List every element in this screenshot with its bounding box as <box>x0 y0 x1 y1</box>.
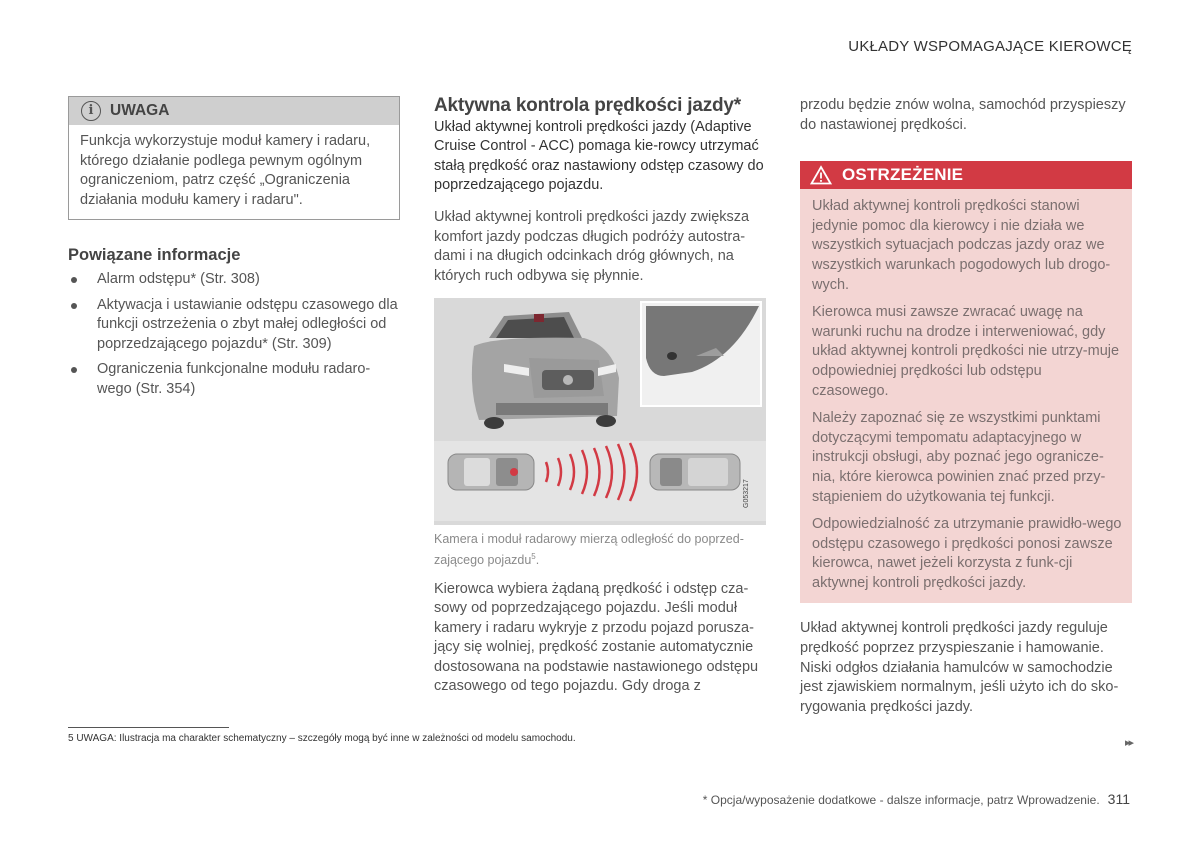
related-info-title: Powiązane informacje <box>68 246 241 265</box>
note-box <box>68 96 400 220</box>
warning-paragraph-3: Odpowiedzialność za utrzymanie prawidło-wego odstępu czasowego i prędkości ponosi zawsze kierowca, nawet jeżeli korzysta z funk-cji aktywnej kontroli prędkości jazdy. <box>812 516 1122 591</box>
lead-car-topview <box>650 454 740 490</box>
related-info-list <box>68 270 400 400</box>
warning-box <box>800 161 1132 603</box>
body-paragraph-3: Układ aktywnej kontroli prędkości jazdy reguluje prędkość poprzez przyspieszanie i hamowanie. Niski odgłos działania hamulców w samochodzie jest zjawiskiem normalnym, jeśli użyto ich do sko-rygowania prędkości jazdy. <box>800 620 1119 715</box>
related-link-1[interactable]: Aktywacja i ustawianie odstępu czasowego dla funkcji ostrzeżenia o zbyt małej odległości od poprzedzającego pojazdu* (Str. 309) <box>68 296 400 355</box>
note-text: Funkcja wykorzystuje moduł kamery i radaru, którego działanie podlega pewnym ogólnym ograniczeniom, patrz część „Ograniczenia działania modułu kamery i radaru". <box>80 133 371 208</box>
warning-title: OSTRZEŻENIE <box>842 165 964 185</box>
body-paragraph-2: Kierowca wybiera żądaną prędkość i odstęp cza-sowy od poprzedzającego pojazdu. Jeśli moduł kamery i radaru wykryje z przodu pojazd porusza-jący się wolniej, prędkość zostanie automatycznie dostosowana na podstawie nastawionego odstępu czasowego od tego pojazdu. Gdy droga z <box>434 580 759 695</box>
warning-paragraph-2: Należy zapoznać się ze wszystkimi punktami dotyczącymi tempomatu adaptacyjnego w instrukcji obsługi, aby poznać jego ogranicze-nia, które kierowca powinien znać przed przy-stąpieniem do użytkowania tej funkcji. <box>812 410 1106 505</box>
acc-illustration-svg <box>434 298 766 525</box>
page-number: 311 <box>1107 791 1130 807</box>
warning-triangle-icon <box>810 165 832 185</box>
own-car-topview <box>448 454 534 490</box>
note-header <box>69 97 399 125</box>
camera-detail-inset <box>641 302 761 406</box>
warning-paragraph-1: Kierowca musi zawsze zwracać uwagę na warunki ruchu na drodze i interweniować, gdy układ aktywnej kontroli prędkości nie utrzy-muje odpowiedniej prędkości lub odstępu czasowego. <box>812 304 1120 399</box>
section-title: UKŁADY WSPOMAGAJĄCE KIEROWCĘ <box>848 38 1132 55</box>
middle-column <box>434 96 766 707</box>
warning-body <box>800 189 1132 603</box>
body-paragraph-1: Układ aktywnej kontroli prędkości jazdy zwiększa komfort jazdy podczas długich podróży autostra-dami i na długich odcinkach dróg głównych, na których ruch odbywa się płynnie. <box>434 208 750 284</box>
footer-note: * Opcja/wyposażenie dodatkowe - dalsze informacje, patrz Wprowadzenie. <box>702 793 1100 807</box>
footnote: 5 UWAGA: Ilustracja ma charakter schematyczny – szczegóły mogą być inne w zależności od modelu samochodu. <box>68 733 576 744</box>
page-footer <box>703 791 1130 807</box>
related-link-0[interactable]: Alarm odstępu* (Str. 308) <box>68 270 400 290</box>
warning-paragraph-0: Układ aktywnej kontroli prędkości stanowi jedynie pomoc dla kierowcy i nie działa we wszystkich sytuacjach podczas jazdy oraz we wszystkich warunkach pogodowych lub drogo-wych. <box>812 198 1111 293</box>
continued-paragraph: przodu będzie znów wolna, samochód przyspieszy do nastawionej prędkości. <box>800 97 1126 133</box>
next-page-arrows-icon[interactable]: ▸▸ <box>1124 737 1132 749</box>
acc-illustration <box>434 298 766 525</box>
left-column <box>68 96 400 406</box>
right-column <box>800 96 1132 727</box>
figure-code: G053217 <box>743 479 750 509</box>
warning-header <box>800 161 1132 189</box>
main-heading: Aktywna kontrola prędkości jazdy* <box>434 95 741 116</box>
caption-footnote-ref: 5 <box>531 552 536 562</box>
lead-paragraph: Układ aktywnej kontroli prędkości jazdy (Adaptive Cruise Control - ACC) pomaga kie-rowcy utrzymać stałą prędkość oraz nastawiony odstęp czasowy do poprzedzającego pojazdu. <box>434 118 764 194</box>
caption-text: Kamera i moduł radarowy mierzą odległość do poprzed-zającego pojazdu <box>434 532 744 568</box>
note-title: UWAGA <box>110 102 170 120</box>
related-link-2[interactable]: Ograniczenia funkcjonalne modułu radaro-wego (Str. 354) <box>68 360 400 399</box>
footnote-divider <box>68 727 229 728</box>
figure-caption: Kamera i moduł radarowy mierzą odległość do poprzed-zającego pojazdu$^5$. <box>434 532 744 568</box>
info-icon: i <box>81 101 101 121</box>
